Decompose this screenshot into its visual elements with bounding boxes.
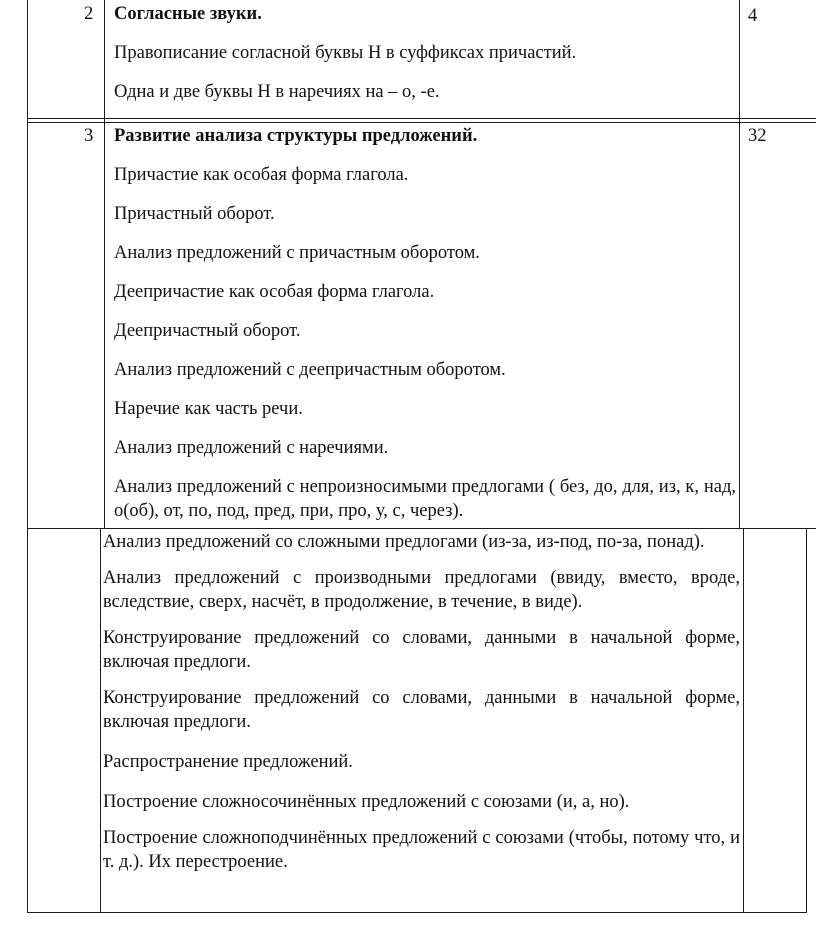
row-divider	[27, 528, 816, 529]
topic-item: Деепричастный оборот.	[114, 321, 301, 341]
topic-item: Анализ предложений со сложными предлогами (из-за, из-под, по-за, понад).	[103, 532, 705, 552]
topic-cell	[114, 124, 736, 523]
topic-item: Конструирование предложений со словами, данными в начальной форме, включая предлоги.	[103, 688, 740, 732]
row-divider	[27, 118, 816, 119]
table-bottom-border	[27, 912, 806, 913]
row-divider	[27, 122, 816, 123]
row-number: 3	[84, 126, 94, 146]
topic-cell	[114, 2, 734, 104]
section-title: Развитие анализа структуры предложений.	[114, 126, 478, 146]
table-left-border	[27, 0, 28, 913]
table-right-border	[806, 528, 807, 913]
topic-item: Наречие как часть речи.	[114, 399, 303, 419]
column-divider	[100, 528, 101, 913]
column-divider	[739, 0, 740, 529]
topic-item: Построение сложносочинённых предложений с союзами (и, а, но).	[103, 792, 630, 812]
topic-item: Анализ предложений с наречиями.	[114, 438, 389, 458]
topic-cell	[103, 530, 740, 874]
topic-item: Деепричастие как особая форма глагола.	[114, 282, 435, 302]
topic-item: Анализ предложений с непроизносимыми предлогами ( без, до, для, из, к, над, о(об), от, по, под, пред, при, про, у, с, через).	[114, 477, 736, 521]
topic-item: Анализ предложений с причастным оборотом.	[114, 243, 480, 263]
topic-item: Конструирование предложений со словами, данными в начальной форме, включая предлоги.	[103, 628, 740, 672]
topic-item: Анализ предложений с производными предлогами (ввиду, вместо, вроде, вследствие, сверх, насчёт, в продолжение, в течение, в виде).	[103, 568, 740, 612]
hours-cell: 4	[748, 6, 758, 26]
column-divider	[743, 528, 744, 913]
topic-item: Построение сложноподчинённых предложений с союзами (чтобы, потому что, и т. д.). Их перестроение.	[103, 828, 740, 872]
hours-cell: 32	[748, 126, 767, 146]
column-divider	[104, 0, 105, 529]
topic-item: Анализ предложений с деепричастным оборотом.	[114, 360, 506, 380]
section-title: Согласные звуки.	[114, 4, 262, 24]
topic-item: Распространение предложений.	[103, 752, 353, 772]
topic-item: Правописание согласной буквы Н в суффиксах причастий.	[114, 43, 577, 63]
row-number: 2	[84, 4, 94, 24]
topic-item: Одна и две буквы Н в наречиях на – о, -е.	[114, 82, 440, 102]
topic-item: Причастный оборот.	[114, 204, 275, 224]
topic-item: Причастие как особая форма глагола.	[114, 165, 409, 185]
